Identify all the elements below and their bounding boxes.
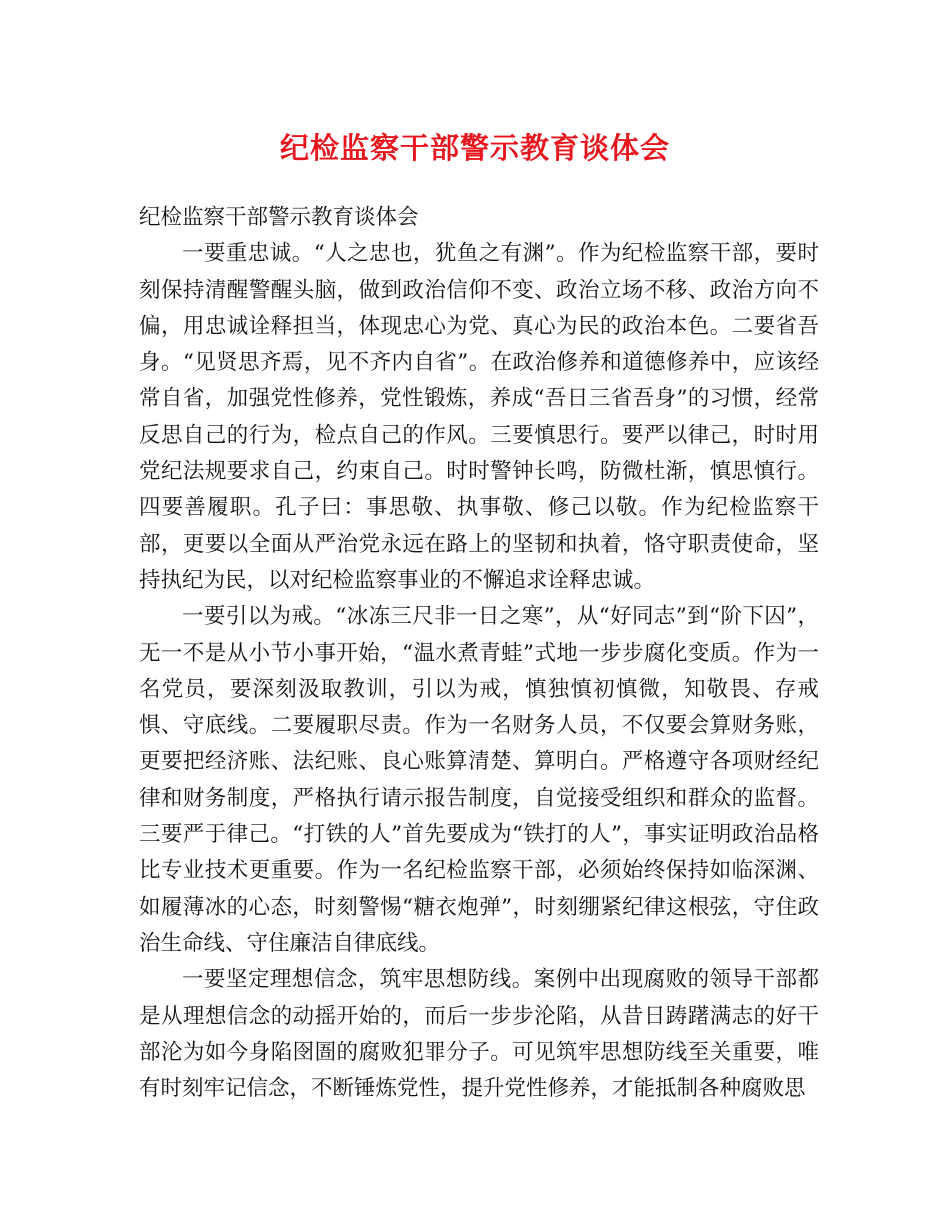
document-subtitle: 纪检监察干部警示教育谈体会 bbox=[139, 205, 419, 230]
paragraph-2: 一要引以为戒。“冰冻三尺非一日之寒”，从“好同志”到“阶下囚”，无一不是从小节小事开始，“温水煮青蛙”式地一步步腐化变质。作为一名党员，要深刻汲取教训，引以为戒，慎独慎初慎微，知敬畏、存戒惧、守底线。二要履职尽责。作为一名财务人员，不仅要会算财务账，更要把经济账、法纪账、良心账算清楚、算明白。严格遵守各项财经纪律和财务制度，严格执行请示报告制度，自觉接受组织和群众的监督。三要严于律己。“打铁的人”首先要成为“铁打的人”，事实证明政治品格比专业技术更重要。作为一名纪检监察干部，必须始终保持如临深渊、如履薄冰的心态，时刻警惕“糖衣炮弹”，时刻绷紧纪律这根弦，守住政治生命线、守住廉洁自律底线。 bbox=[139, 604, 819, 956]
document-body bbox=[139, 200, 819, 1107]
paragraph-3: 一要坚定理想信念，筑牢思想防线。案例中出现腐败的领导干部都是从理想信念的动摇开始的，而后一步步沦陷，从昔日踌躇满志的好干部沦为如今身陷囹圄的腐败犯罪分子。可见筑牢思想防线至关重要，唯有时刻牢记信念，不断锤炼党性，提升党性修养，才能抵制各种腐败思 bbox=[139, 967, 819, 1102]
paragraph-1: 一要重忠诚。“人之忠也，犹鱼之有渊”。作为纪检监察干部，要时刻保持清醒警醒头脑，做到政治信仰不变、政治立场不移、政治方向不偏，用忠诚诠释担当，体现忠心为党、真心为民的政治本色。二要省吾身。“见贤思齐焉，见不齐内自省”。在政治修养和道德修养中，应该经常自省，加强党性修养，党性锻炼，养成“吾日三省吾身”的习惯，经常反思自己的行为，检点自己的作风。三要慎思行。要严以律己，时时用党纪法规要求自己，约束自己。时时警钟长鸣，防微杜渐，慎思慎行。四要善履职。孔子曰：事思敬、执事敬、修己以敬。作为纪检监察干部，更要以全面从严治党永远在路上的坚韧和执着，恪守职责使命，坚持执纪为民，以对纪检监察事业的不懈追求诠释忠诚。 bbox=[139, 241, 819, 593]
document-title: 纪检监察干部警示教育谈体会 bbox=[279, 131, 670, 165]
